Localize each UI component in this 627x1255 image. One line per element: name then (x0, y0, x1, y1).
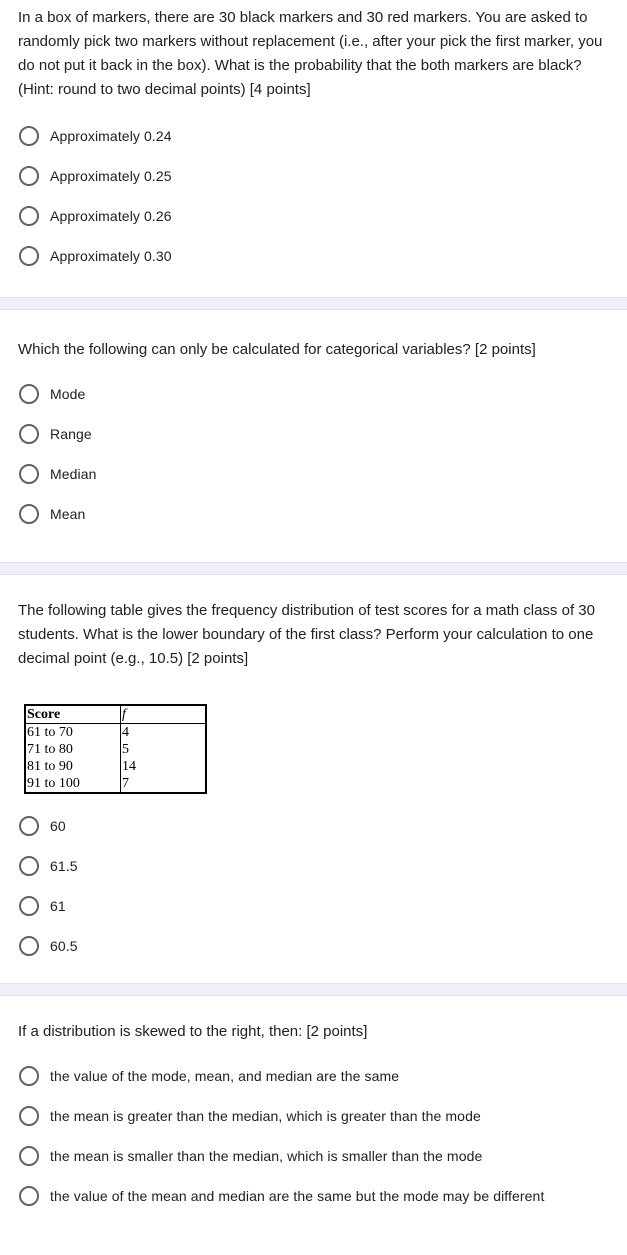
option-label: the mean is smaller than the median, which is smaller than the mode (50, 1148, 483, 1164)
option-label: Approximately 0.26 (50, 208, 172, 224)
radio-button[interactable] (19, 206, 39, 226)
radio-option[interactable] (18, 236, 609, 276)
radio-option[interactable] (18, 886, 609, 926)
radio-option[interactable] (18, 454, 609, 494)
table-cell: 61 to 70 (25, 724, 121, 742)
radio-button[interactable] (19, 816, 39, 836)
table-row (25, 775, 206, 793)
table-cell: 81 to 90 (25, 758, 121, 775)
option-label: Mean (50, 506, 86, 522)
option-label: Approximately 0.30 (50, 248, 172, 264)
question-card-3 (0, 575, 627, 983)
table-row (25, 741, 206, 758)
question-text: In a box of markers, there are 30 black markers and 30 red markers. You are asked to randomly pick two markers without replacement (i.e., after your pick the first marker, you do not put it back in the box). What is the probability that the both markers are black? (Hint: round to two decimal points) [4 points] (18, 9, 603, 98)
radio-button[interactable] (19, 896, 39, 916)
table-header-score: Score (25, 705, 121, 724)
radio-button[interactable] (19, 936, 39, 956)
radio-button[interactable] (19, 464, 39, 484)
radio-button[interactable] (19, 856, 39, 876)
option-label: 60 (50, 818, 66, 834)
radio-option[interactable] (18, 494, 609, 534)
section-divider (0, 983, 627, 996)
options-list (18, 806, 609, 966)
radio-button[interactable] (19, 1066, 39, 1086)
radio-option[interactable] (18, 414, 609, 454)
question-card-4 (0, 996, 627, 1255)
radio-option[interactable] (18, 1056, 609, 1096)
radio-button[interactable] (19, 424, 39, 444)
radio-button[interactable] (19, 504, 39, 524)
radio-option[interactable] (18, 926, 609, 966)
radio-button[interactable] (19, 166, 39, 186)
radio-button[interactable] (19, 1186, 39, 1206)
option-label: 61 (50, 898, 66, 914)
radio-button[interactable] (19, 1146, 39, 1166)
question-card-2 (0, 310, 627, 562)
question-card-1 (0, 0, 627, 297)
section-divider (0, 562, 627, 575)
radio-option[interactable] (18, 1136, 609, 1176)
radio-option[interactable] (18, 1176, 609, 1216)
radio-option[interactable] (18, 156, 609, 196)
radio-option[interactable] (18, 806, 609, 846)
option-label: 60.5 (50, 938, 78, 954)
options-list (18, 374, 609, 534)
table-header-frequency: f (121, 705, 207, 724)
option-label: Range (50, 426, 92, 442)
table-cell: 4 (122, 725, 129, 740)
option-label: the value of the mode, mean, and median are the same (50, 1068, 400, 1084)
table-header-row (25, 705, 206, 724)
radio-option[interactable] (18, 846, 609, 886)
option-label: 61.5 (50, 858, 78, 874)
question-text: Which the following can only be calculated for categorical variables? [2 points] (18, 341, 536, 358)
table-row (25, 724, 206, 742)
option-label: Mode (50, 386, 86, 402)
radio-button[interactable] (19, 1106, 39, 1126)
question-text: If a distribution is skewed to the right, then: [2 points] (18, 1023, 368, 1040)
table-cell: 71 to 80 (25, 741, 121, 758)
radio-option[interactable] (18, 374, 609, 414)
option-label: Approximately 0.25 (50, 168, 172, 184)
table-cell: 5 (122, 742, 129, 757)
option-label: the mean is greater than the median, which is greater than the mode (50, 1108, 481, 1124)
options-list (18, 116, 609, 276)
question-text: The following table gives the frequency distribution of test scores for a math class of 30 students. What is the lower boundary of the first class? Perform your calculation to one decimal point (e.g., 10.5) [2 points] (18, 602, 595, 667)
radio-button[interactable] (19, 246, 39, 266)
option-label: Approximately 0.24 (50, 128, 172, 144)
table-row (25, 758, 206, 775)
radio-option[interactable] (18, 1096, 609, 1136)
options-list (18, 1056, 609, 1216)
option-label: the value of the mean and median are the same but the mode may be different (50, 1188, 545, 1204)
table-cell: 7 (122, 776, 129, 791)
option-label: Median (50, 466, 97, 482)
score-frequency-table (24, 704, 207, 794)
radio-button[interactable] (19, 126, 39, 146)
radio-option[interactable] (18, 196, 609, 236)
radio-button[interactable] (19, 384, 39, 404)
radio-option[interactable] (18, 116, 609, 156)
table-cell: 91 to 100 (25, 775, 121, 793)
section-divider (0, 297, 627, 310)
table-cell: 14 (122, 759, 136, 774)
